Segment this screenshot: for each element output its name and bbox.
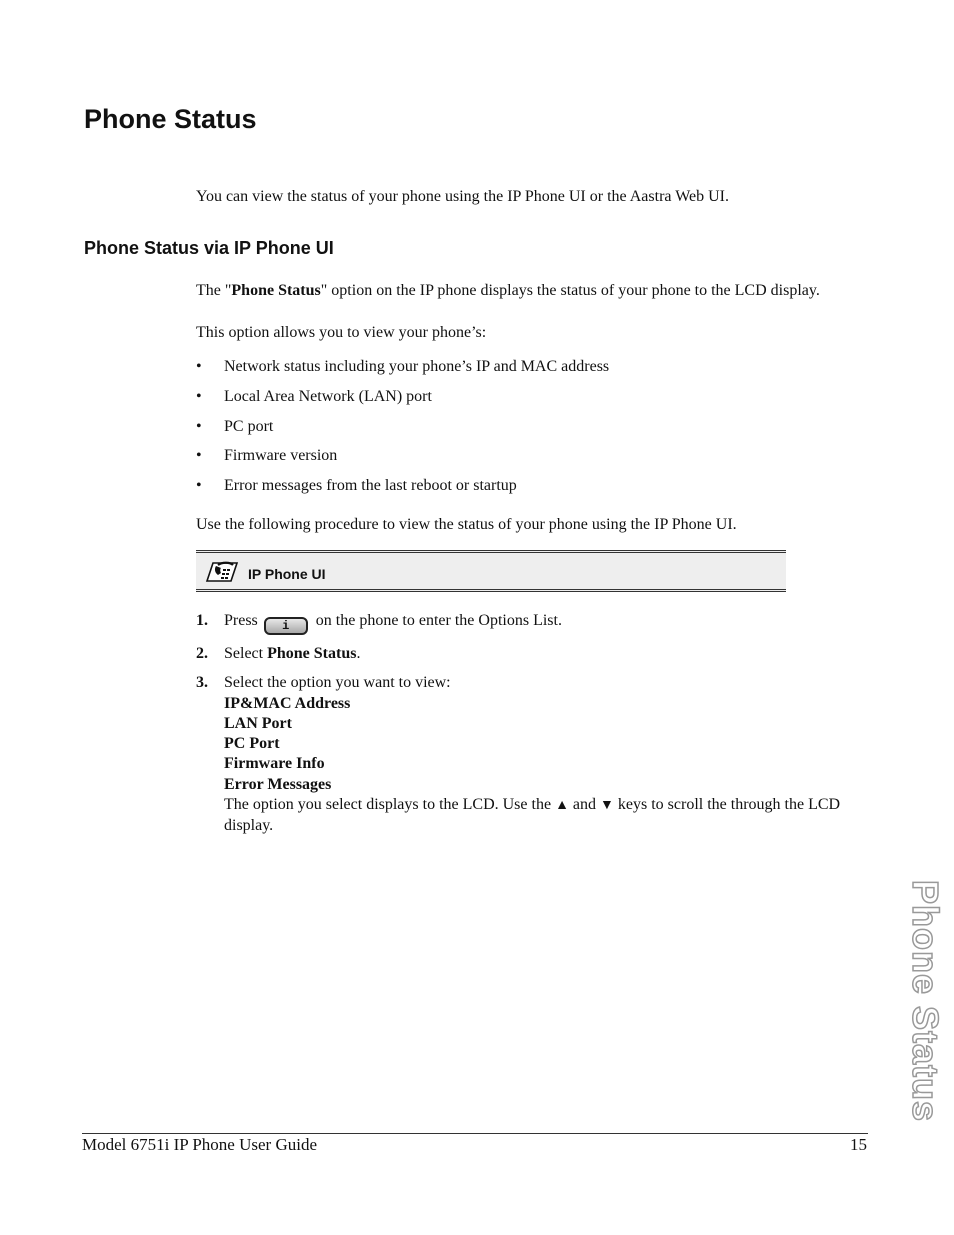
step-number: 3.: [196, 674, 208, 692]
list-item: [196, 388, 609, 418]
option-item: PC Port: [224, 735, 280, 753]
list-item: [196, 447, 609, 477]
step-number: 1.: [196, 612, 208, 629]
para1-post: " option on the IP phone displays the status of your phone to the LCD display.: [320, 282, 820, 299]
intro-paragraph: You can view the status of your phone using the IP Phone UI or the Aastra Web UI.: [196, 188, 730, 205]
footer-guide-title: Model 6751i IP Phone User Guide: [82, 1135, 317, 1154]
step-3: [196, 673, 856, 836]
bullet-dot: •: [196, 387, 202, 405]
step2-post: .: [356, 645, 361, 662]
bullet-dot: •: [196, 358, 202, 375]
list-item: [196, 418, 609, 448]
step-body: [224, 673, 856, 836]
step3-note: [224, 795, 856, 837]
side-tab-label: Phone Status: [905, 880, 946, 1123]
side-tab: [862, 880, 946, 1123]
list-item: [196, 358, 609, 388]
options-key-icon: i: [264, 617, 308, 635]
list-item: [196, 477, 609, 507]
step3-note-post: keys to scroll the through the LCD display.: [224, 796, 841, 835]
bullet-text: PC port: [224, 417, 274, 435]
page-number: 15: [850, 1135, 867, 1154]
procedure-label: IP Phone UI: [248, 566, 326, 582]
step3-note-mid: and: [572, 796, 597, 814]
option-item: Error Messages: [224, 775, 332, 793]
bullet-dot: •: [196, 417, 202, 435]
step1-post: on the phone to enter the Options List.: [315, 612, 562, 629]
step2-pre: Select: [224, 645, 268, 662]
step1-pre: Press: [224, 612, 258, 629]
up-arrow-icon: ▲: [555, 798, 569, 814]
step-2: [196, 644, 856, 664]
bullet-text: Network status including your phone’s IP and MAC address: [224, 358, 610, 375]
para1-pre: The ": [196, 282, 232, 299]
bullet-dot: •: [196, 477, 202, 495]
options-intro: This option allows you to view your phone’s:: [196, 324, 487, 341]
para1-bold: Phone Status: [231, 282, 321, 299]
option-item: IP&MAC Address: [224, 694, 351, 712]
option-item: LAN Port: [224, 714, 292, 732]
bullet-text: Error messages from the last reboot or startup: [224, 477, 517, 495]
bullet-dot: •: [196, 447, 202, 465]
bullet-text: Firmware version: [224, 447, 338, 465]
step2-bold: Phone Status: [267, 645, 357, 662]
section-heading: Phone Status via IP Phone UI: [84, 238, 334, 258]
step-body: [224, 611, 856, 635]
procedure-steps: [196, 611, 856, 846]
option-item: Firmware Info: [224, 755, 325, 773]
phone-status-paragraph: [196, 282, 820, 300]
step3-note-pre: The option you select displays to the LCD. Use the: [224, 796, 552, 814]
bullet-text: Local Area Network (LAN) port: [224, 387, 432, 405]
footer-divider: [82, 1133, 868, 1134]
step3-intro: Select the option you want to view:: [224, 674, 451, 692]
procedure-header: [196, 550, 786, 592]
down-arrow-icon: ▼: [600, 798, 614, 814]
step-1: [196, 611, 856, 635]
status-bullet-list: [196, 358, 609, 507]
step-body: [224, 644, 856, 664]
ip-phone-icon: [204, 559, 240, 585]
step-number: 2.: [196, 645, 208, 662]
procedure-intro: Use the following procedure to view the status of your phone using the IP Phone UI.: [196, 516, 737, 533]
page-title: Phone Status: [84, 104, 257, 134]
